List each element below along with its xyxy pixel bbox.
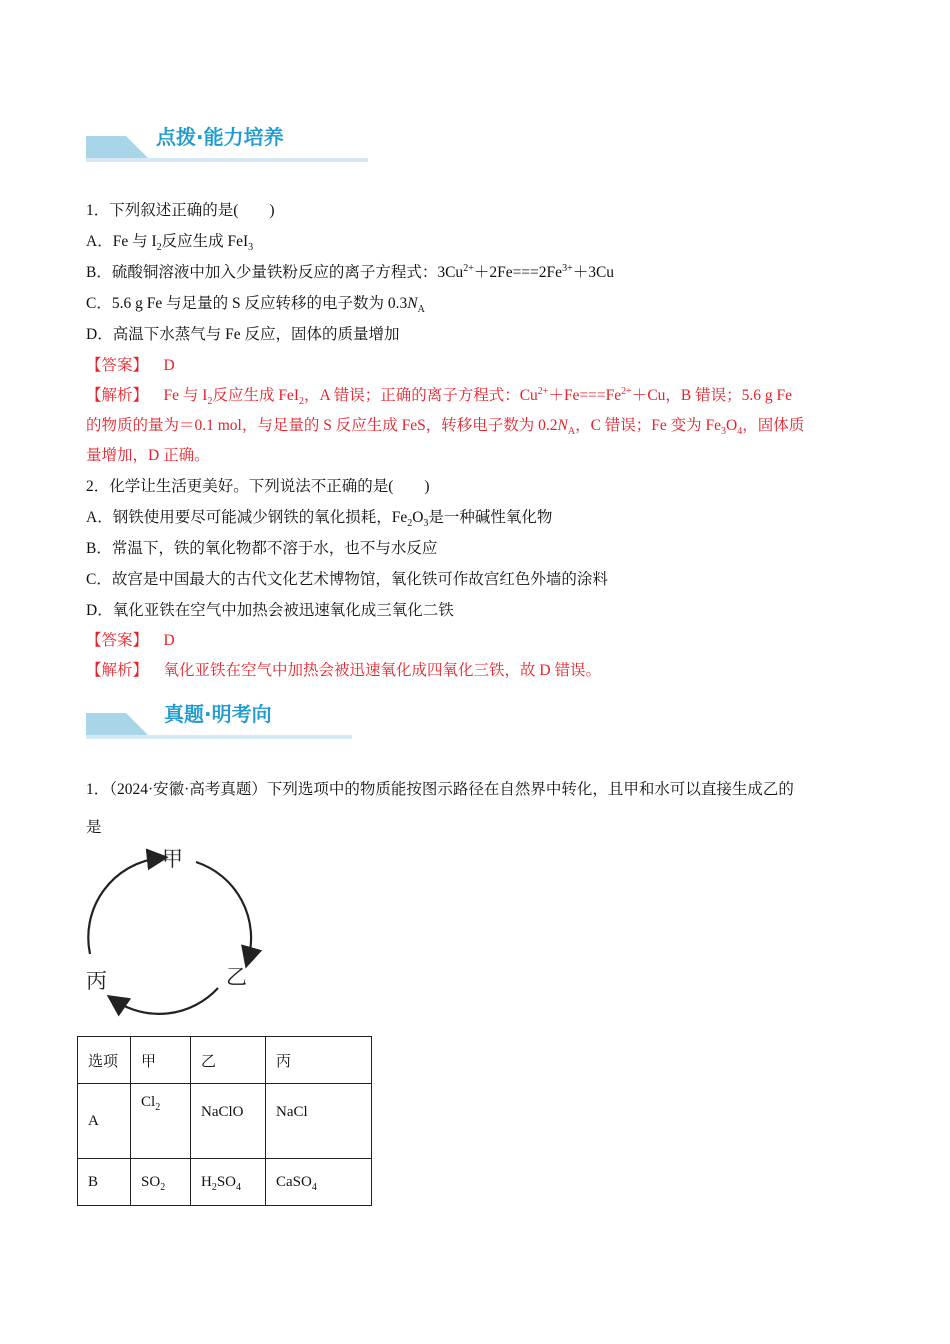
table-header: 丙 (266, 1037, 372, 1084)
analysis-line-1: 【解析】 Fe 与 $I_2$反应生成 FeI$_2$，A 错误；正确的离子方程式：$Cu^{2+}+Fe===Fe^{2+}+Cu$，B 错误；5.6 g Fe (86, 385, 792, 408)
node-jia: 甲 (162, 847, 183, 871)
option-d: D．氧化亚铁在空气中加热会被迅速氧化成三氧化二铁 (86, 602, 454, 619)
section-title: 真题·明考向 (164, 702, 272, 726)
answer: 【答案】 D (86, 632, 175, 649)
table-row (78, 1159, 372, 1206)
option-b: B．硫酸铜溶液中加入少量铁粉反应的离子方程式：$3Cu^{2+}+2Fe===2Fe^{3+}+3Cu$ (86, 262, 615, 281)
option-a: A．Fe 与 $I_2$反应生成 FeI$_3$ (86, 233, 254, 254)
table-header: 乙 (191, 1037, 266, 1084)
option-a: A．钢铁使用要尽可能减少钢铁的氧化损耗，$Fe_2O_3$是一种碱性氧化物 (86, 509, 553, 530)
answer: 【答案】 D (86, 357, 175, 374)
table-cell: NaCl (266, 1084, 372, 1159)
section-title: 点拨·能力培养 (156, 125, 284, 149)
options-table (77, 1036, 372, 1206)
analysis-line-2: 的物质的量为＝0.1 mol，与足量的 S 反应生成 FeS，转移电子数为 $0.2N_A$，C 错误；Fe 变为 $Fe_3O_4$，固体质 (86, 417, 805, 438)
question-stem: 1．（2024·安徽·高考真题）下列选项中的物质能按图示路径在自然界中转化，且甲和水可以直接生成乙的 (86, 781, 794, 798)
table-header: 选项 (78, 1037, 131, 1084)
node-yi: 乙 (226, 965, 247, 989)
arrow-bing-to-jia (88, 858, 160, 954)
table-header-row (78, 1037, 372, 1084)
question-stem: 1．下列叙述正确的是( ) (86, 202, 275, 219)
option-c: C．5.6 g Fe 与足量的 S 反应转移的电子数为 $0.3N_A$ (86, 295, 425, 316)
cycle-diagram (78, 842, 268, 1032)
option-b: B．常温下，铁的氧化物都不溶于水，也不与水反应 (86, 540, 438, 557)
table-header: 甲 (131, 1037, 191, 1084)
table-cell: $Cl_2$ (131, 1084, 191, 1159)
arrow-jia-to-yi (196, 862, 251, 960)
table-cell: $H_2SO_4$ (191, 1159, 266, 1206)
arrow-yi-to-bing (114, 988, 218, 1014)
table-cell: $SO_2$ (131, 1159, 191, 1206)
table-cell: B (78, 1159, 131, 1206)
option-d: D．高温下水蒸气与 Fe 反应，固体的质量增加 (86, 326, 400, 343)
table-row (78, 1084, 372, 1159)
node-bing: 丙 (86, 969, 107, 993)
question-stem: 2．化学让生活更美好。下列说法不正确的是( ) (86, 478, 430, 495)
table-cell: CaSO$_4$ (266, 1159, 372, 1206)
analysis-line-3: 量增加，D 正确。 (86, 447, 210, 464)
option-c: C．故宫是中国最大的古代文化艺术博物馆，氧化铁可作故宫红色外墙的涂料 (86, 571, 608, 588)
table-cell: A (78, 1084, 131, 1159)
question-stem-cont: 是 (86, 819, 102, 836)
table-cell: NaClO (191, 1084, 266, 1159)
analysis: 【解析】 氧化亚铁在空气中加热会被迅速氧化成四氧化三铁，故 D 错误。 (86, 662, 601, 679)
